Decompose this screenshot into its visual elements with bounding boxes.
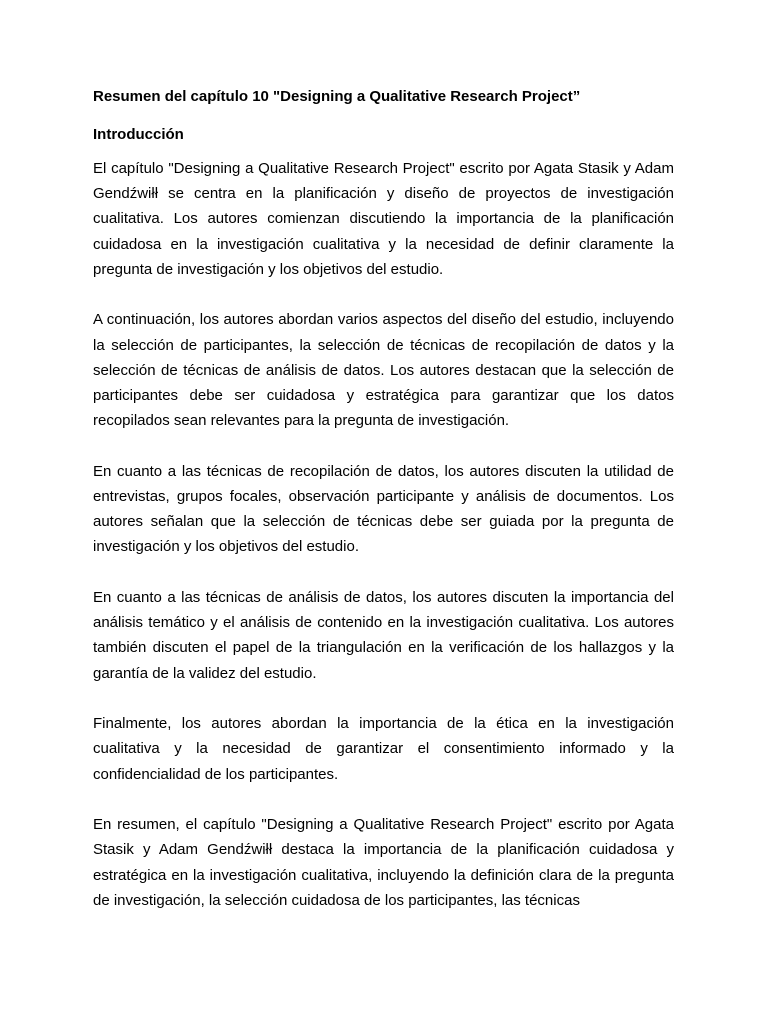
paragraph-1: El capítulo "Designing a Qualitative Research Project" escrito por Agata Stasik y Adam Gendźwiłł se centra en la planificación y diseño de proyectos de investigación cualitativa. Los autores comienzan discutiendo la importancia de la planificación cuidadosa en la investigación cualitativa y la necesidad de definir claramente la pregunta de investigación y los objetivos del estudio. bbox=[93, 160, 674, 278]
paragraph-6: En resumen, el capítulo "Designing a Qualitative Research Project" escrito por Agata Stasik y Adam Gendźwiłł destaca la importancia de la planificación cuidadosa y estratégica en la investigación cualitativa, incluyendo la definición clara de la pregunta de investigación, la selección cuidadosa de los participantes, las técnicas bbox=[93, 816, 674, 909]
document-page bbox=[93, 86, 674, 938]
document-title: Resumen del capítulo 10 "Designing a Qualitative Research Project” bbox=[93, 88, 581, 105]
paragraph-4: En cuanto a las técnicas de análisis de datos, los autores discuten la importancia del análisis temático y el análisis de contenido en la investigación cualitativa. Los autores también discuten el papel de la triangulación en la verificación de los hallazgos y la garantía de la validez del estudio. bbox=[93, 589, 674, 682]
paragraph-2: A continuación, los autores abordan varios aspectos del diseño del estudio, incluyendo la selección de participantes, la selección de técnicas de recopilación de datos y la selección de técnicas de análisis de datos. Los autores destacan que la selección de participantes debe ser cuidadosa y estratégica para garantizar que los datos recopilados sean relevantes para la pregunta de investigación. bbox=[93, 311, 674, 430]
section-heading-introduccion: Introducción bbox=[93, 126, 184, 143]
paragraph-5: Finalmente, los autores abordan la importancia de la ética en la investigación cualitativa y la necesidad de garantizar el consentimiento informado y la confidencialidad de los participantes. bbox=[93, 715, 674, 783]
paragraph-3: En cuanto a las técnicas de recopilación de datos, los autores discuten la utilidad de entrevistas, grupos focales, observación participante y análisis de documentos. Los autores señalan que la selección de técnicas debe ser guiada por la pregunta de investigación y los objetivos del estudio. bbox=[93, 462, 674, 556]
